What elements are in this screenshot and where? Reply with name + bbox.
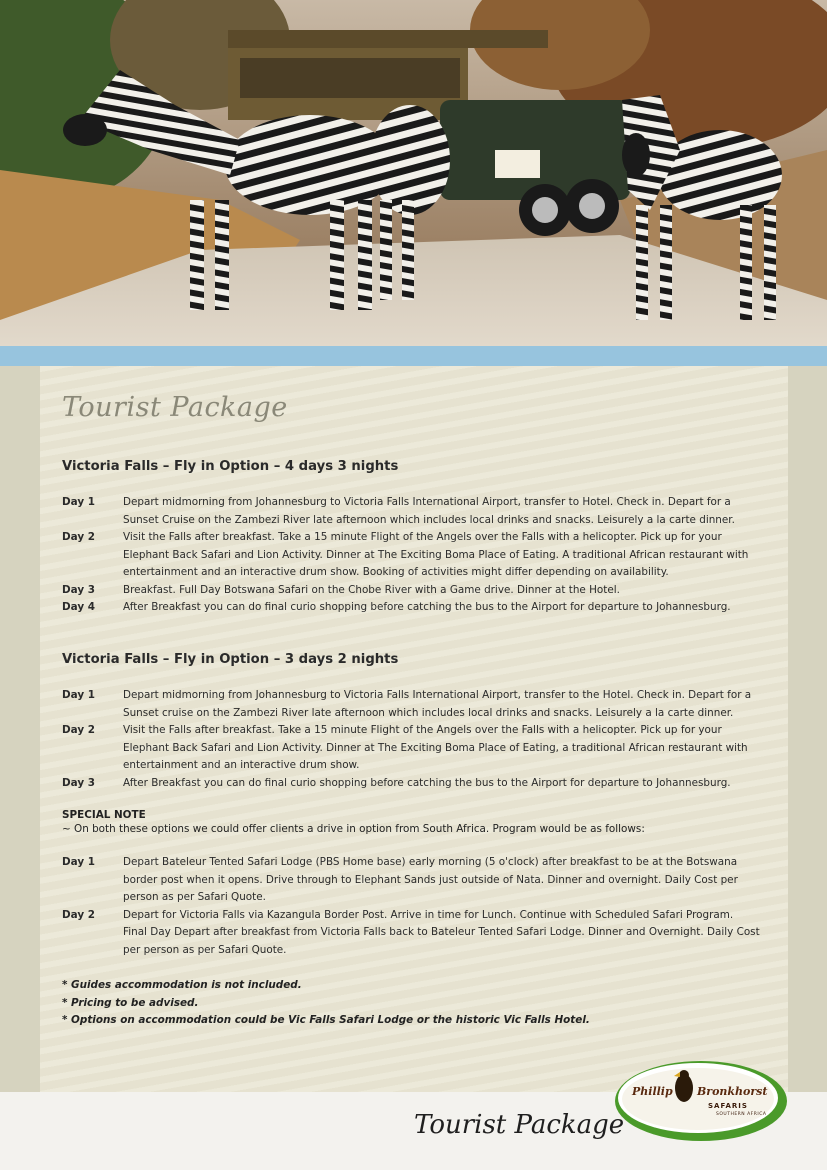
footer-title: Tourist Package (414, 1110, 625, 1140)
day-label: Day 1 (62, 856, 95, 868)
itinerary-row (62, 494, 762, 529)
itinerary-row (62, 907, 762, 925)
footnote: * Pricing to be advised. (62, 996, 199, 1009)
package-title: Victoria Falls – Fly in Option – 3 days 2 nights (62, 652, 399, 667)
day-description: Depart midmorning from Johannesburg to Victoria Falls International Airport, transfer to the Hotel. Check in. Depart for a Sunset cruise on the Zambezi River late afternoon which includes local drinks and snacks. Leisurely a la carte dinner. (123, 689, 752, 719)
day-label: Day 1 (62, 496, 95, 508)
day-description: Depart Bateleur Tented Safari Lodge (PBS Home base) early morning (5 o'clock) after breakfast to be at the Botswana border post when it opens. Drive through to Elephant Sands just outside of Nata. Dinner and overnight. Daily Cost per person as per Safari Quote. (123, 856, 738, 903)
logo-safaris: SAFARIS (708, 1102, 748, 1110)
day-label: Day 2 (62, 908, 95, 921)
itinerary-row (62, 599, 762, 617)
package-title: Victoria Falls – Fly in Option – 4 days 3 nights (62, 459, 399, 474)
itinerary-row (62, 775, 762, 793)
footnote: * Options on accommodation could be Vic Falls Safari Lodge or the historic Vic Falls Hotel. (62, 1014, 590, 1026)
page-title: Tourist Package (62, 392, 288, 423)
day-label: Day 4 (62, 601, 95, 613)
day-description: Visit the Falls after breakfast. Take a 15 minute Flight of the Angels over the Falls with a helicopter. Pick up for your Elephant Back Safari and Lion Activity. Dinner at The Exciting Boma Place of Eating, a traditional African restaurant with entertainment and an interactive drum show. (123, 724, 748, 771)
day-description: Breakfast. Full Day Botswana Safari on the Chobe River with a Game drive. Dinner at the Hotel. (123, 583, 620, 596)
header-photo-zebras-safari (0, 0, 827, 346)
footnotes (62, 977, 590, 1030)
special-note-title: SPECIAL NOTE (62, 809, 146, 821)
package-4-days (62, 459, 762, 617)
package-3-days (62, 652, 762, 792)
company-logo-icon (612, 1058, 790, 1144)
day-description: Depart for Victoria Falls via Kazangula Border Post. Arrive in time for Lunch. Continue with Scheduled Safari Program. (123, 908, 734, 921)
day-description: After Breakfast you can do final curio shopping before catching the bus to the Airport for departure to Johannesburg. (123, 601, 731, 613)
day-label: Day 3 (62, 583, 95, 596)
day-label (62, 924, 123, 959)
day-description: Visit the Falls after breakfast. Take a 15 minute Flight of the Angels over the Falls with a helicopter. Pick up for your Elephant Back Safari and Lion Activity. Dinner at The Exciting Boma Place of Eating. A traditional African restaurant with entertainment and an interactive drum show. Booking of activities might differ depending on availability. (123, 531, 749, 578)
day-description: After Breakfast you can do final curio shopping before catching the bus to the Airport for departure to Johannesburg. (123, 776, 731, 789)
day-description: Final Day Depart after breakfast from Victoria Falls back to Bateleur Tented Safari Lodge. Dinner and Overnight. Daily Cost per person as per Safari Quote. (123, 926, 760, 956)
itinerary-row (62, 582, 762, 600)
itinerary-row (62, 924, 762, 959)
itinerary-row (62, 529, 762, 582)
day-label: Day 2 (62, 531, 95, 543)
day-label: Day 3 (62, 776, 95, 789)
header-divider-band (0, 346, 827, 366)
day-label: Day 2 (62, 724, 95, 736)
itinerary-row (62, 722, 762, 775)
logo-southern-africa: SOUTHERN AFRICA (716, 1112, 767, 1117)
day-label: Day 1 (62, 689, 95, 701)
logo-name-first: Phillip (632, 1085, 673, 1098)
special-note-text: ~ On both these options we could offer clients a drive in option from South Africa. Program would be as follows: (62, 823, 645, 835)
logo-name-last: Bronkhorst (697, 1085, 768, 1098)
day-description: Depart midmorning from Johannesburg to Victoria Falls International Airport, transfer to Hotel. Check in. Depart for a Sunset Cruise on the Zambezi River late afternoon which includes local drinks and snacks. Leisurely a la carte dinner. (123, 496, 735, 526)
itinerary-row (62, 687, 762, 722)
footnote: * Guides accommodation is not included. (62, 979, 302, 991)
itinerary-row (62, 854, 762, 907)
special-note-section (62, 809, 762, 959)
